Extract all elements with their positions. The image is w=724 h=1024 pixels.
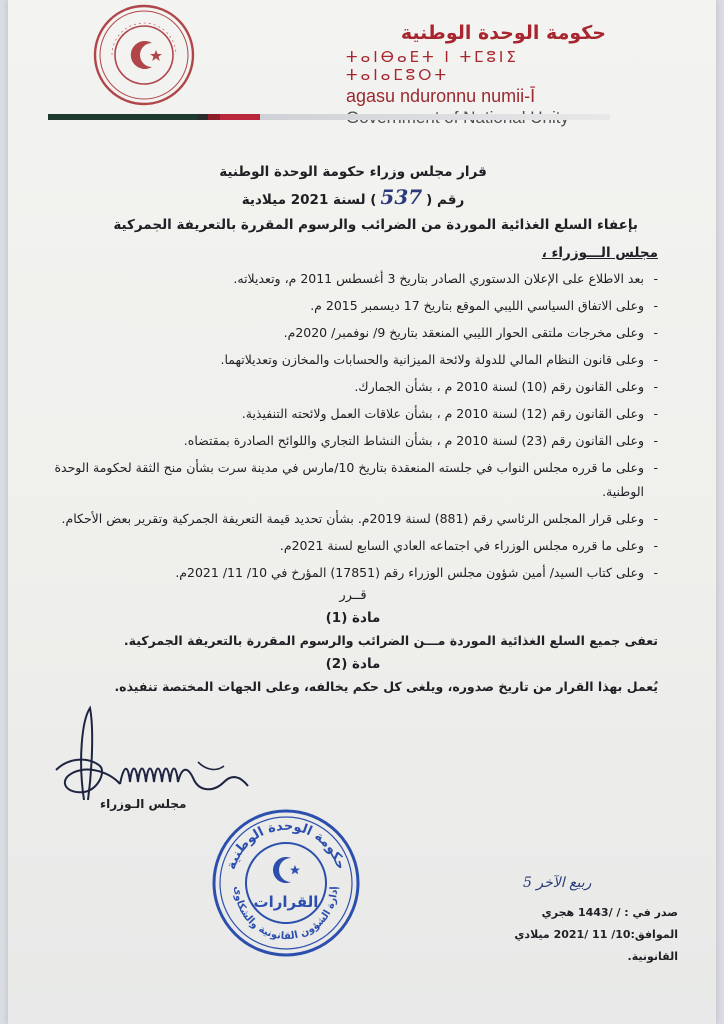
legal-note: القانونية. [627,950,678,963]
article-2-heading: مادة (2) [325,656,381,672]
article-1-heading: مادة (1) [325,610,381,626]
list-item: - وعلى ما قرره مجلس النواب في جلسته المنعقدة بتاريخ 10/مارس في مدينة سرت بشأن منح الثقة لحكومة الوحدة الوطنية. [48,456,658,504]
header-tifinagh: ⵜⴰⵏⴱⴰⴹⵜ ⵏ ⵜⵎⵓⵏⵉ ⵜⴰⵏⴰⵎⵓⵔⵜ [346,48,519,84]
number-suffix: ) لسنة 2021 ميلادية [241,192,377,208]
signature-label: مجلس الـوزراء [100,797,187,811]
list-item: - بعد الاطلاع على الإعلان الدستوري الصادر بتاريخ 3 أغسطس 2011 م، وتعديلاته. [48,267,658,291]
official-stamp-icon [211,808,361,958]
decision-number: 537 [380,185,423,209]
handwritten-date: 5 ربيع الآخر [523,875,592,891]
flag-color-bar [48,114,610,120]
decided-heading: قــرر [339,588,367,603]
council-heading: مجلس الـــوزراء ، [541,245,658,261]
list-item: - وعلى مخرجات ملتقى الحوار الليبي المنعقد بتاريخ 9/ نوفمبر/ 2020م. [48,321,658,345]
decision-title: قرار مجلس وزراء حكومة الوحدة الوطنية [219,164,487,180]
issue-dates [428,880,678,968]
header-arabic: حكومة الوحدة الوطنية [400,22,606,44]
header-berber-latin: agasu nduronnu numii-Ī [346,86,536,106]
article-1-text: تعفى جميع السلع الغذائية الموردة مـــن الضرائب والرسوم المقررة بالتعريفة الجمركية. [123,633,658,648]
list-item: - وعلى القانون رقم (23) لسنة 2010 م ، بشأن النشاط التجاري واللوائح الصادرة بمقتضاه. [48,429,658,453]
stamp-center-text: القرارات [253,893,319,911]
list-item: - وعلى الاتفاق السياسي الليبي الموقع بتاريخ 17 ديسمبر 2015 م. [48,294,658,318]
decision-number-line [48,184,658,213]
stamp-bottom-text: إدارة الشؤون القانونية والشكاوى [231,885,341,943]
list-item: - وعلى القانون رقم (12) لسنة 2010 م ، بشأن علاقات العمل ولائحته التنفيذية. [48,402,658,426]
list-item: - وعلى قرار المجلس الرئاسي رقم (881) لسنة 2019م. بشأن تحديد قيمة التعريفة الجمركية وتقرير بعض الأحكام. [48,507,658,531]
preamble-clauses [48,267,658,585]
gregorian-date: الموافق:10/ 11 /2021 ميلادي [514,928,678,941]
decision-body [48,160,658,699]
stamp-top-text: حكومة الوحدة الوطنية [223,818,349,872]
state-emblem-icon [92,3,196,107]
hijri-date: صدر في : / /1443 هجري [541,906,678,919]
article-2-text: يُعمل بهذا القرار من تاريخ صدوره، ويلغى كل حكم يخالفه، وعلى الجهات المختصة تنفيذه. [114,679,658,694]
number-prefix: رقم ( [426,192,465,208]
list-item: - وعلى ما قرره مجلس الوزراء في اجتماعه العادي السابع لسنة 2021م. [48,534,658,558]
list-item: - وعلى القانون رقم (10) لسنة 2010 م ، بشأن الجمارك. [48,375,658,399]
list-item: - وعلى قانون النظام المالي للدولة ولائحة الميزانية والحسابات والمخازن وتعديلاتهما. [48,348,658,372]
document-page [8,0,716,1024]
decision-subject: بإعفاء السلع الغذائية الموردة من الضرائب والرسوم المقررة بالتعريفة الجمركية [113,217,638,233]
list-item: - وعلى كتاب السيد/ أمين شؤون مجلس الوزراء رقم (17851) المؤرخ في 10/ 11/ 2021م. [48,561,658,585]
government-header [346,22,606,128]
signature-icon [48,700,258,810]
